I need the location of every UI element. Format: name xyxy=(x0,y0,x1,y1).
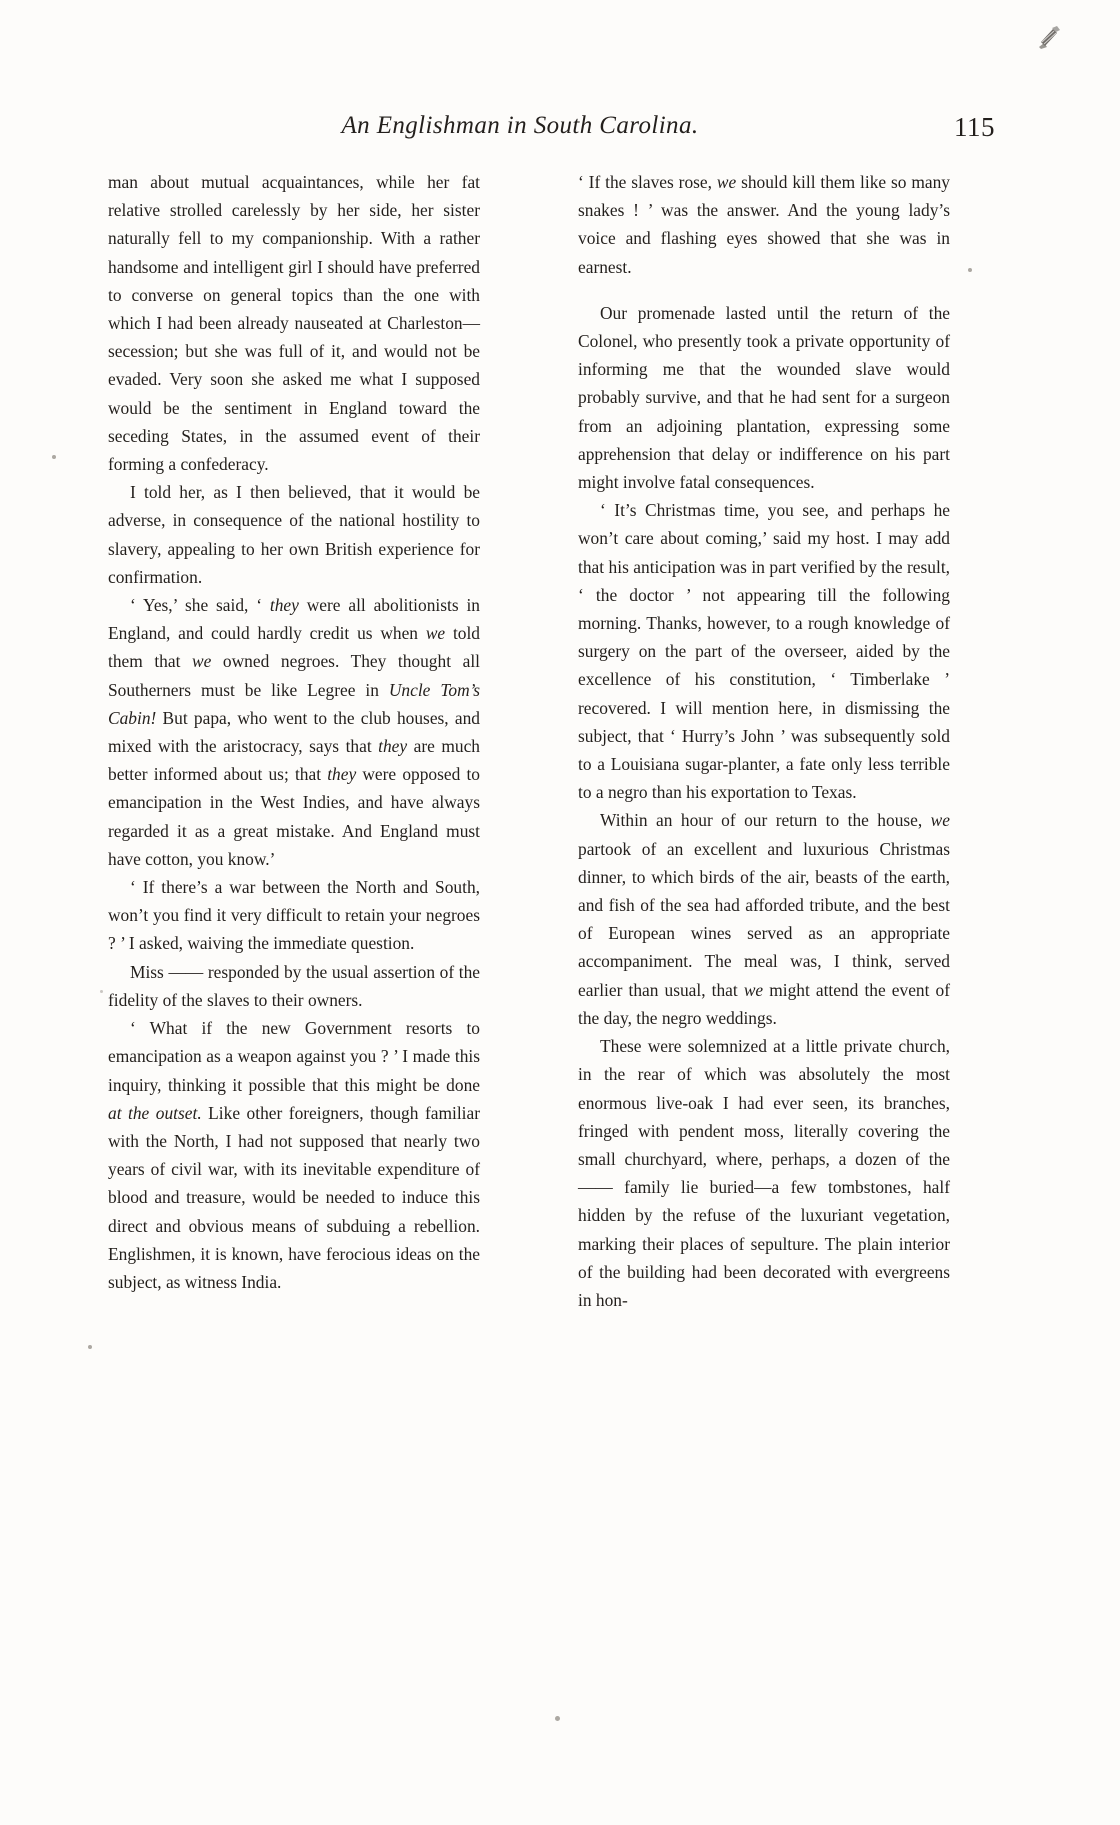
page-number: 115 xyxy=(954,112,995,142)
paragraph: These were solemnized at a little private church, in the rear of which was absolutely the most enormous live-oak I had ever seen, its branches, fringed with pendent moss, literally covering the small churchyard, where, perhaps, a dozen of the —— family lie buried—a few tombstones, half hidden by the refuse of the luxuriant vegetation, marking their places of sepulture. The plain interior of the building had been decorated with evergreens in hon- xyxy=(578,1036,950,1310)
page-speck xyxy=(100,990,103,993)
paragraph: ‘ If the slaves rose, we should kill them like so many snakes ! ’ was the answer. And the young lady’s voice and flashing eyes showed that she was in earnest. xyxy=(578,172,950,277)
paragraph: man about mutual acquaintances, while her fat relative strolled carelessly by her side, her sister naturally fell to my companionship. With a rather handsome and intelligent girl I should have preferred to converse on general topics than the one with which I had been already nauseated at Charleston—secession; but she was full of it, and would not be evaded. Very soon she asked me what I supposed would be the sentiment in England toward the seceding States, in the assumed event of their forming a confederacy. xyxy=(108,172,480,475)
paragraph: ‘ Yes,’ she said, ‘ they were all abolitionists in England, and could hardly credit us when we told them that we owned negroes. They thought all Southerners must be like Legree in Uncle Tom’s Cabin! But papa, who went to the club houses, and mixed with the aristocracy, says that they are much better informed about us; that they were opposed to emancipation in the West Indies, and have always regarded it as a great mistake. And England must have cotton, you know.’ xyxy=(108,595,480,869)
running-title: An Englishman in South Carolina. xyxy=(341,112,699,139)
ink-smudge-icon xyxy=(1035,22,1065,52)
page-speck xyxy=(88,1345,92,1349)
column-left xyxy=(108,168,480,1296)
body-columns xyxy=(108,168,1008,1598)
page-speck xyxy=(52,455,56,459)
page-header xyxy=(125,112,995,152)
paragraph: Our promenade lasted until the return of the Colonel, who presently took a private opportunity of informing me that the wounded slave would probably survive, and that he had sent for a surgeon from an adjoining plantation, expressing some apprehension that delay or indifference on his part might involve fatal consequences. xyxy=(578,302,950,493)
page-speck xyxy=(968,268,972,272)
paragraph: I told her, as I then believed, that it would be adverse, in consequence of the national hostility to slavery, appealing to her own British experience for confirmation. xyxy=(108,482,480,587)
paragraph: ‘ It’s Christmas time, you see, and perhaps he won’t care about coming,’ said my host. I may add that his anticipation was in part verified by the result, ‘ the doctor ’ not appearing till the following morning. Thanks, however, to a rough knowledge of surgery on the part of the overseer, aided by the excellence of his constitution, ‘ Timberlake ’ recovered. I will mention here, in dismissing the subject, that ‘ Hurry’s John ’ was subsequently sold to a Louisiana sugar-planter, a fate only less terrible to a negro than his exportation to Texas. xyxy=(578,500,950,803)
paragraph: Miss —— responded by the usual assertion of the fidelity of the slaves to their owners. xyxy=(108,961,480,1010)
page-speck xyxy=(555,1716,560,1721)
paragraph: ‘ What if the new Government resorts to emancipation as a weapon against you ? ’ I made this inquiry, thinking it possible that this might be done at the outset. Like other foreigners, though familiar with the North, I had not supposed that nearly two years of civil war, with its inevitable expenditure of blood and treasure, would be needed to induce this direct and obvious means of subduing a rebellion. Englishmen, it is known, have ferocious ideas on the subject, as witness India. xyxy=(108,1018,480,1292)
column-right xyxy=(578,168,950,1314)
paragraph: Within an hour of our return to the house, we partook of an excellent and luxurious Christmas dinner, to which birds of the air, beasts of the earth, and fish of the sea had afforded tribute, and the best of European wines served as an appropriate accompaniment. The meal was, I think, served earlier than usual, that we might attend the event of the day, the negro weddings. xyxy=(578,810,951,1028)
paragraph: ‘ If there’s a war between the North and South, won’t you find it very difficult to retain your negroes ? ’ I asked, waiving the immediate question. xyxy=(108,877,480,954)
